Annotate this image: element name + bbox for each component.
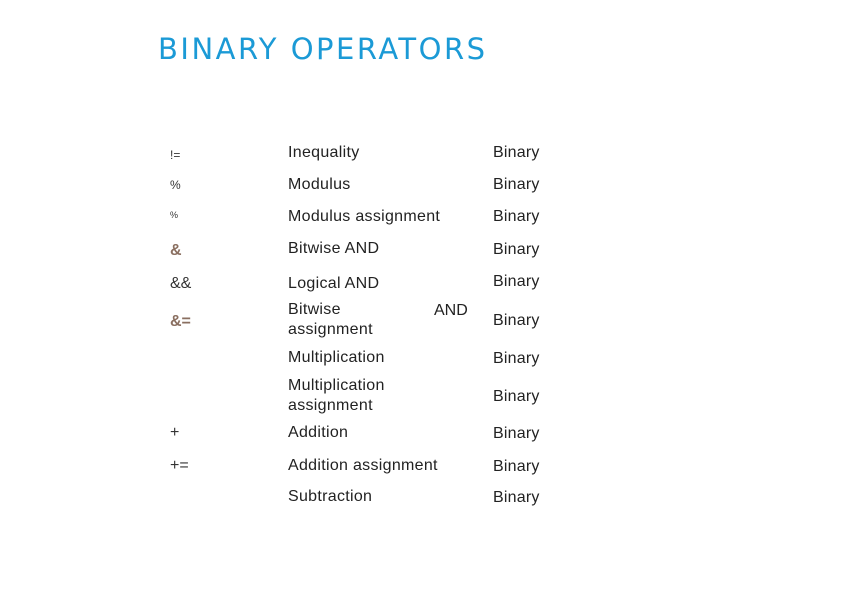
type-cell: Binary — [493, 489, 540, 506]
description-cell: Modulus — [288, 176, 351, 193]
slide-title: BINARY OPERATORS — [158, 32, 488, 66]
type-cell: Binary — [493, 312, 540, 329]
description-cell: Bitwise AND — [288, 240, 380, 257]
operator-cell: % — [170, 178, 181, 192]
description-cell: Addition — [288, 424, 349, 441]
description-line: assignment — [288, 321, 373, 338]
type-cell: Binary — [493, 388, 540, 405]
description-cell: Multiplication — [288, 349, 385, 366]
description-cell: Modulus assignment — [288, 208, 441, 225]
type-cell: Binary — [493, 273, 540, 290]
type-cell: Binary — [493, 176, 540, 193]
operator-cell: += — [170, 457, 189, 474]
operator-cell: % — [170, 210, 179, 220]
type-cell: Binary — [493, 458, 540, 475]
operator-cell: + — [170, 424, 180, 441]
type-cell: Binary — [493, 208, 540, 225]
description-extra: AND — [434, 302, 468, 319]
type-cell: Binary — [493, 350, 540, 367]
operator-cell: && — [170, 275, 192, 292]
description-cell: Subtraction — [288, 488, 373, 505]
type-cell: Binary — [493, 425, 540, 442]
operator-cell: != — [170, 148, 181, 162]
description-cell: Logical AND — [288, 275, 380, 292]
description-cell — [288, 300, 373, 340]
description-cell — [288, 376, 385, 416]
description-cell: Inequality — [288, 144, 360, 161]
operator-cell: & — [170, 242, 182, 259]
operator-cell: &= — [170, 313, 191, 330]
description-line: assignment — [288, 397, 373, 414]
description-line: Multiplication — [288, 377, 385, 394]
description-line: Bitwise — [288, 301, 341, 318]
type-cell: Binary — [493, 241, 540, 258]
type-cell: Binary — [493, 144, 540, 161]
description-cell: Addition assignment — [288, 457, 438, 474]
